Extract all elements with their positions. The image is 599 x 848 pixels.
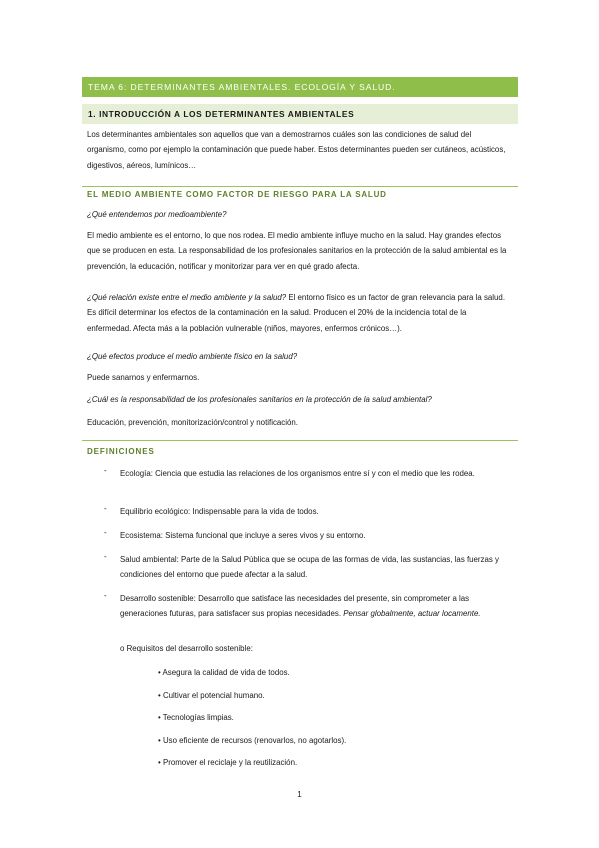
question-2: ¿Qué relación existe entre el medio ambiente y la salud?	[87, 293, 287, 302]
bullet-marker: -	[104, 504, 107, 513]
section-heading-intro: 1. INTRODUCCIÓN A LOS DETERMINANTES AMBIENTALES	[82, 104, 518, 124]
bullet-marker: -	[104, 552, 107, 561]
section-divider	[82, 186, 518, 187]
answer-3: Puede sanarnos y enfermarnos.	[87, 373, 200, 382]
definition-salud-ambiental: Salud ambiental: Parte de la Salud Pública que se ocupa de las formas de vida, las sustancias, las fuerzas y condiciones del entorno que puede afectar a la salud.	[120, 555, 499, 580]
definition-desarrollo-sostenible	[120, 591, 515, 622]
intro-paragraph: Los determinantes ambientales son aquellos que van a demostrarnos cuáles son las condiciones de salud del organismo, como por ejemplo la contaminación que puede haber. Estos determinantes pueden ser cutáneos, acústicos, digestivos, aéreos, lumínicos…	[87, 130, 506, 170]
page-number: 1	[297, 790, 302, 799]
requirement-item: • Promover el reciclaje y la reutilización.	[158, 758, 298, 767]
definition-equilibrio: Equilibrio ecológico: Indispensable para la vida de todos.	[120, 507, 319, 516]
section-heading-definitions: DEFINICIONES	[87, 447, 155, 456]
definition-text: Desarrollo sostenible: Desarrollo que satisface las necesidades del presente, sin comprometer a las generaciones futuras, para satisfacer sus propias necesidades.	[120, 594, 470, 619]
document-title: TEMA 6: DETERMINANTES AMBIENTALES. ECOLOGÍA Y SALUD.	[82, 77, 518, 97]
answer-2: El entorno físico es un factor de gran relevancia para la salud. Es difícil determinar los efectos de la contaminación en la salud. Producen el 20% de la incidencia total de la enfermedad. Afecta más a la población vulnerable (niños, mayores, enfermos crónicos…).	[87, 293, 506, 333]
section-heading-environment: EL MEDIO AMBIENTE COMO FACTOR DE RIESGO PARA LA SALUD	[87, 190, 387, 199]
requirement-item: • Cultivar el potencial humano.	[158, 691, 265, 700]
definition-ecologia: Ecología: Ciencia que estudia las relaciones de los organismos entre sí y con el medio que les rodea.	[120, 469, 475, 478]
requirement-item: • Uso eficiente de recursos (renovarlos, no agotarlos).	[158, 736, 347, 745]
definition-ecosistema: Ecosistema: Sistema funcional que incluye a seres vivos y su entorno.	[120, 531, 366, 540]
requirement-item: • Asegura la calidad de vida de todos.	[158, 668, 290, 677]
requirements-heading: o Requisitos del desarrollo sostenible:	[120, 644, 253, 653]
question-3: ¿Qué efectos produce el medio ambiente físico en la salud?	[87, 352, 298, 361]
bullet-marker: -	[104, 528, 107, 537]
question-answer-2	[87, 290, 512, 336]
answer-1: El medio ambiente es el entorno, lo que nos rodea. El medio ambiente influye mucho en la salud. Hay grandes efectos que se producen en esta. La responsabilidad de los profesionales sanitarios en la protección de la salud ambiental es la prevención, la educación, notificar y monitorizar para ver en qué grado afecta.	[87, 231, 507, 271]
bullet-marker: -	[104, 591, 107, 600]
question-1: ¿Qué entendemos por medioambiente?	[87, 210, 227, 219]
requirement-item: • Tecnologías limpias.	[158, 713, 234, 722]
bullet-marker: -	[104, 466, 107, 475]
answer-4: Educación, prevención, monitorización/control y notificación.	[87, 418, 298, 427]
definition-motto: Pensar globalmente, actuar locamente.	[343, 609, 481, 619]
section-divider	[82, 440, 518, 441]
question-4: ¿Cuál es la responsabilidad de los profesionales sanitarios en la protección de la salud ambiental?	[87, 395, 432, 404]
